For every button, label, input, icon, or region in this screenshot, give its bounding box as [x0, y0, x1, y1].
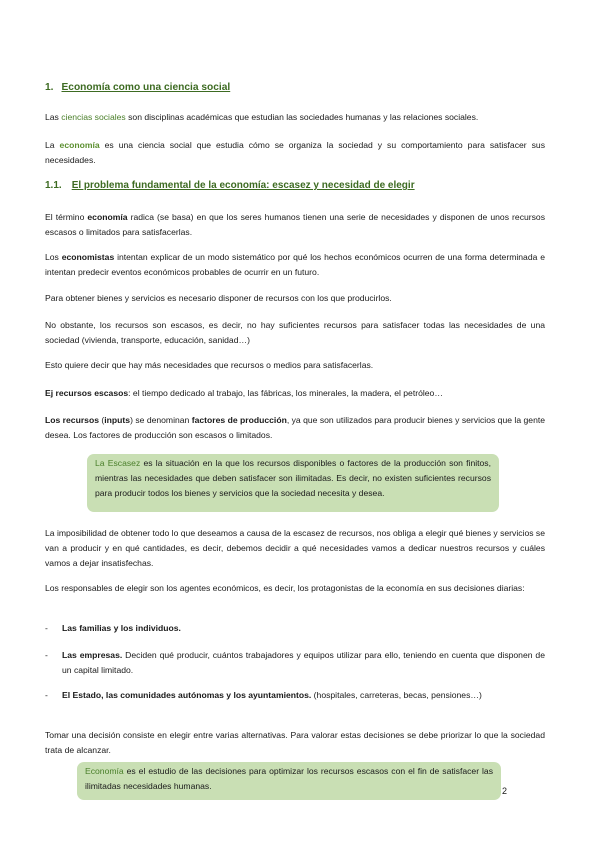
subsection-heading	[45, 180, 415, 191]
text: Las	[45, 112, 62, 122]
bold-term: factores de producción	[191, 415, 287, 425]
subsection-number: 1.1.	[45, 180, 62, 191]
page-number: 2	[502, 786, 508, 796]
text: radica (se basa) en que los seres humanos tienen una serie de necesidades y disponen de unos recursos escasos o limitados para satisfacerlas.	[45, 212, 546, 237]
text: Deciden qué producir, cuántos trabajadores y equipos utilizar para ello, teniendo en cuenta que disponen de un capital limitado.	[62, 650, 545, 675]
highlighted-term: economía	[59, 140, 100, 150]
paragraph-economia-definicion	[45, 138, 545, 168]
list-dash: -	[45, 650, 48, 660]
bold-term: Las familias y los individuos.	[62, 623, 181, 633]
bold-term: El Estado, las comunidades autónomas y los ayuntamientos.	[62, 690, 312, 700]
paragraph-bienes-servicios: Para obtener bienes y servicios es necesario disponer de recursos con los que producirlos.	[45, 293, 392, 303]
section-title: Economía como una ciencia social	[61, 82, 231, 93]
highlighted-term: ciencias sociales	[61, 112, 126, 122]
paragraph-imposibilidad: La imposibilidad de obtener todo lo que deseamos a causa de la escasez de recursos, nos obliga a elegir qué bienes y servicios se van a producir y en qué cantidades, es decir, debemos decidir a qué necesidades vamos a dedicar nuestros recursos y cuáles vamos a dejar insatisfechas.	[45, 528, 545, 568]
paragraph-ejemplos	[45, 386, 545, 401]
bold-term: inputs	[104, 415, 131, 425]
list-item-text	[62, 688, 545, 703]
paragraph-recursos-escasos: No obstante, los recursos son escasos, es decir, no hay suficientes recursos para satisfacer todas las necesidades de una sociedad (vivienda, transporte, educación, sanidad…)	[45, 320, 545, 345]
bold-term: economistas	[61, 252, 115, 262]
list-item-text	[62, 621, 545, 636]
paragraph-mas-necesidades: Esto quiere decir que hay más necesidades que recursos o medios para satisfacerlas.	[45, 360, 374, 370]
text: intentan explicar de un modo sistemático por qué los hechos económicos ocurren de una forma determinada e intentan predecir eventos económicos probables de ocurrir en un futuro.	[45, 252, 545, 277]
subsection-title: El problema fundamental de la economía: escasez y necesidad de elegir	[71, 180, 415, 191]
text: La	[45, 140, 60, 150]
definition-box-escasez	[87, 454, 499, 512]
text: son disciplinas académicas que estudian las sociedades humanas y las relaciones sociales.	[125, 112, 479, 122]
text: ) se denominan	[130, 415, 192, 425]
paragraph-tomar-decision: Tomar una decisión consiste en elegir entre varias alternativas. Para valorar estas decisiones se debe priorizar lo que la sociedad trata de alcanzar.	[45, 730, 545, 755]
section-number: 1.	[45, 82, 54, 93]
paragraph-economistas	[45, 250, 545, 280]
text: es la situación en la que los recursos disponibles o factores de la producción son finitos, mientras las necesidades que deben satisfacer son ilimitadas. Es decir, no existen suficientes recursos para producir todos los bienes y servicios que la sociedad necesita y desea.	[95, 458, 491, 498]
text: El término	[45, 212, 88, 222]
definition-box-economia	[77, 762, 501, 800]
text: es una ciencia social que estudia cómo se organiza la sociedad y su comportamiento para satisfacer sus necesidades.	[45, 140, 545, 165]
list-item-text	[62, 648, 545, 678]
text: es el estudio de las decisiones para optimizar los recursos escasos con el fin de satisfacer las ilimitadas necesidades humanas.	[85, 766, 493, 791]
text: Los	[45, 252, 62, 262]
list-dash: -	[45, 623, 48, 633]
list-dash: -	[45, 690, 48, 700]
highlighted-term: La Escasez	[95, 458, 141, 468]
paragraph-factores-produccion	[45, 413, 545, 443]
bold-term: Las empresas.	[62, 650, 123, 660]
section-heading	[45, 82, 230, 93]
highlighted-term: Economía	[85, 766, 124, 776]
bold-term: Ej recursos escasos	[45, 388, 129, 398]
text: (	[99, 415, 105, 425]
bold-term: economía	[87, 212, 128, 222]
bold-term: Los recursos	[45, 415, 99, 425]
paragraph-responsables: Los responsables de elegir son los agentes económicos, es decir, los protagonistas de la economía en sus decisiones diarias:	[45, 583, 525, 593]
paragraph-ciencias-sociales	[45, 110, 545, 125]
text: (hospitales, carreteras, becas, pensiones…)	[311, 690, 482, 700]
paragraph-termino-economia	[45, 210, 545, 240]
text: , ya que son utilizados para producir bienes y servicios que la gente desea. Los factores de producción son escasos o limitados.	[45, 415, 546, 440]
text: : el tiempo dedicado al trabajo, las fábricas, los minerales, la madera, el petróleo…	[128, 388, 443, 398]
